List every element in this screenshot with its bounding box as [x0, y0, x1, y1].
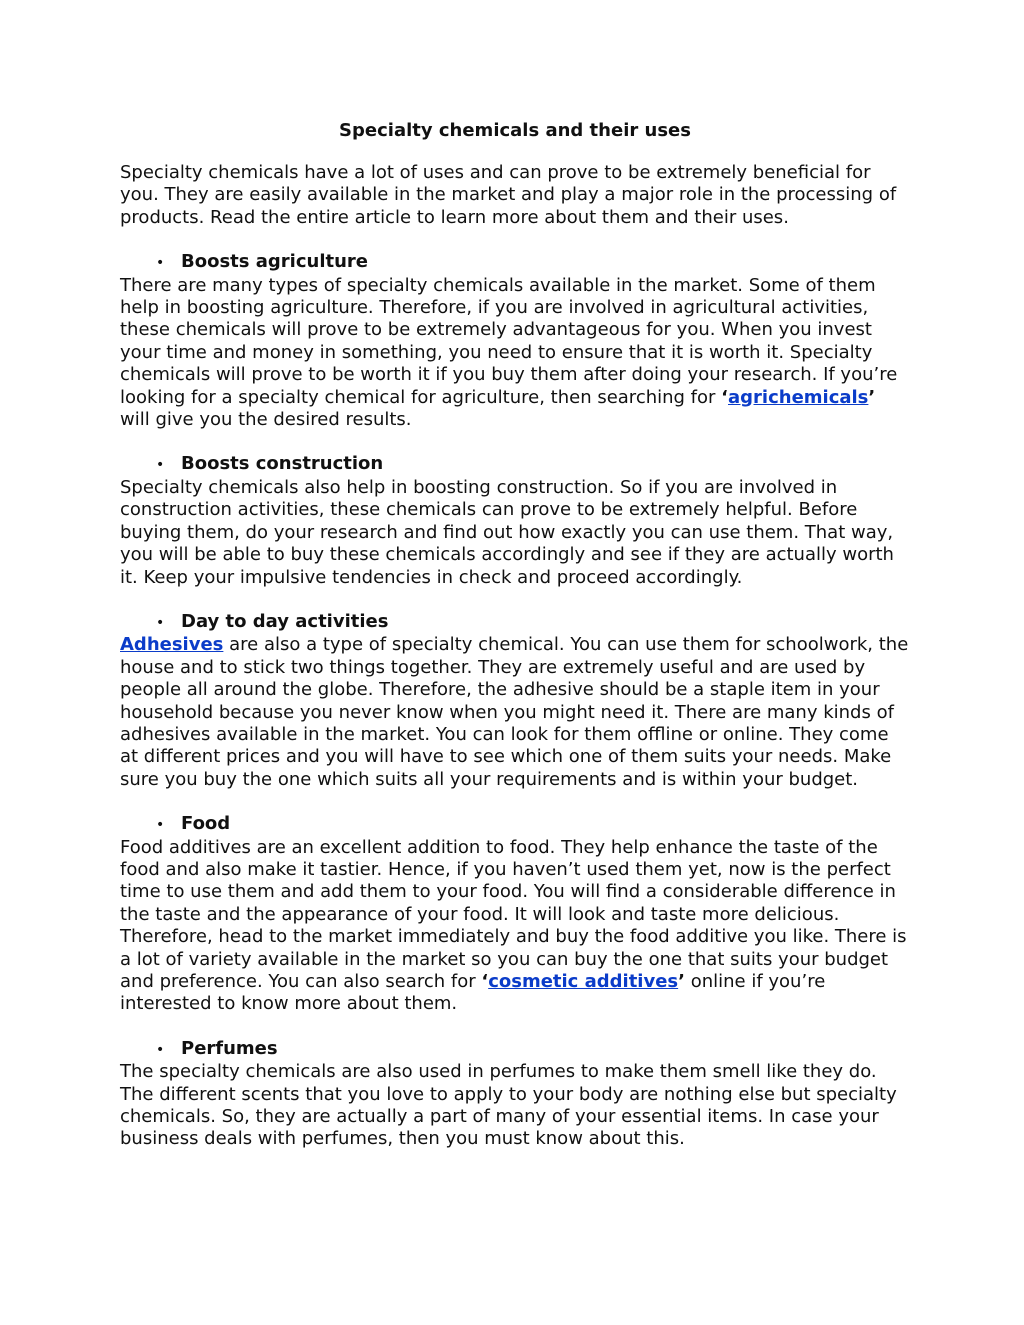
section-heading-row [120, 813, 910, 836]
section-food [120, 813, 910, 1016]
section-agriculture [120, 251, 910, 431]
section-perfumes [120, 1038, 910, 1151]
section-body [120, 837, 910, 1016]
section-heading-row [120, 251, 910, 274]
document-title: Specialty chemicals and their uses [339, 120, 691, 141]
document-page [120, 120, 910, 1151]
intro-paragraph: Specialty chemicals have a lot of uses and can prove to be extremely beneficial for you. They are easily available in the market and play a major role in the processing of products. Read the entire article to learn more about them and their uses. [120, 162, 897, 228]
section-heading: Boosts construction [181, 453, 384, 475]
bullet-icon: • [156, 457, 165, 474]
section-day-to-day [120, 611, 910, 791]
body-text: online if you’re interested to know more about them. [120, 971, 826, 1015]
close-quote: ’ [868, 386, 876, 408]
section-heading: Perfumes [181, 1037, 278, 1059]
section-body: Specialty chemicals also help in boosting construction. So if you are involved in construction activities, these chemicals can prove to be extremely helpful. Before buying them, do your research and find out how exactly you can use them. That way, you will be able to buy these chemicals accordingly and see if they are actually worth it. Keep your impulsive tendencies in check and proceed accordingly. [120, 476, 894, 588]
section-body [120, 275, 910, 432]
section-heading: Food [181, 813, 231, 835]
bullet-icon: • [156, 1041, 165, 1058]
body-text: are also a type of specialty chemical. You can use them for schoolwork, the house and to stick two things together. They are extremely useful and are used by people all around the globe. Therefore, the adhesive should be a staple item in your household because you never know when you might need it. There are many kinds of adhesives available in the market. You can look for them offline or online. They come at different prices and you will have to see which one of them suits your needs. Make sure you buy the one which suits all your requirements and is within your budget. [120, 634, 909, 790]
section-heading-row [120, 453, 910, 476]
bullet-icon: • [156, 255, 165, 272]
adhesives-link[interactable]: Adhesives [120, 634, 224, 656]
bullet-icon: • [156, 817, 165, 834]
agrichemicals-link[interactable]: agrichemicals [728, 386, 869, 408]
body-text: will give you the desired results. [120, 409, 412, 431]
open-quote: ‘ [481, 971, 489, 992]
cosmetic-additives-link[interactable]: cosmetic additives [488, 971, 679, 992]
section-heading-row [120, 1038, 910, 1061]
body-text: Food additives are an excellent addition to food. They help enhance the taste of the food and also make it tastier. Hence, if you haven’t used them yet, now is the perfect time to use them and add them to your food. You will find a considerable difference in the taste and the appearance of your food. It will look and taste more delicious. Therefore, head to the market immediately and buy the food additive you like. There is a lot of variety available in the market so you can buy the one that suits your budget and preference. You can also search for [120, 836, 907, 992]
section-body [120, 634, 910, 791]
section-heading: Boosts agriculture [181, 251, 368, 273]
section-construction [120, 453, 910, 588]
body-text: There are many types of specialty chemicals available in the market. Some of them help in boosting agriculture. Therefore, if you are involved in agricultural activities, these chemicals will prove to be extremely advantageous for you. When you invest your time and money in something, you need to ensure that it is worth it. Specialty chemicals will prove to be worth it if you buy them after doing your research. If you’re looking for a specialty chemical for agriculture, then searching for [120, 274, 898, 408]
bullet-icon: • [156, 614, 165, 631]
section-body: The specialty chemicals are also used in perfumes to make them smell like they do. The different scents that you love to apply to your body are nothing else but specialty chemicals. So, they are actually a part of many of your essential items. In case your business deals with perfumes, then you must know about this. [120, 1061, 897, 1150]
section-heading-row [120, 611, 910, 634]
open-quote: ‘ [721, 386, 728, 408]
section-heading: Day to day activities [181, 610, 389, 632]
close-quote: ’ [678, 971, 685, 992]
